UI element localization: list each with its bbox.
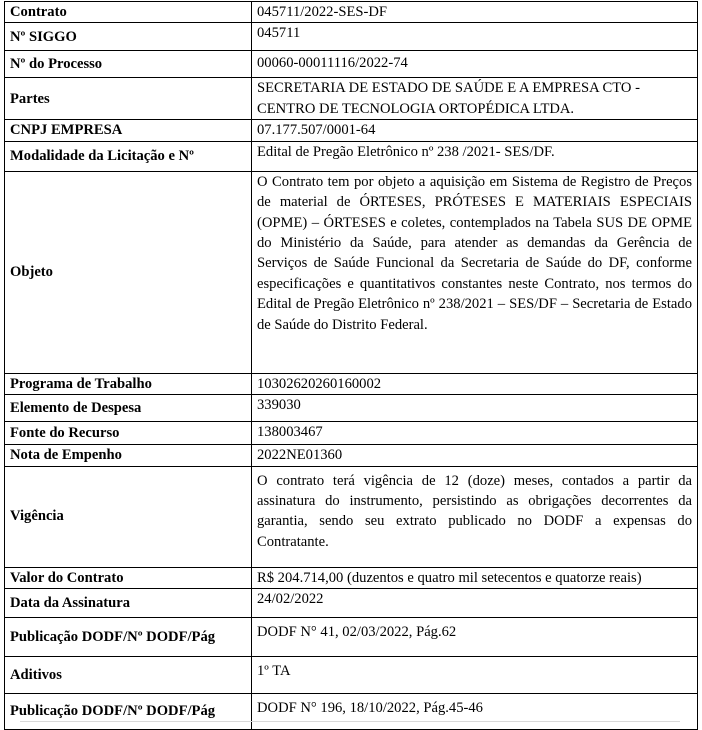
row-value-elemento: 339030 bbox=[252, 395, 698, 422]
table-row bbox=[5, 422, 698, 445]
table-row bbox=[5, 618, 698, 657]
table-row bbox=[5, 78, 698, 120]
table-row bbox=[5, 466, 698, 567]
table-row bbox=[5, 51, 698, 78]
row-label-contrato: Contrato bbox=[5, 2, 252, 23]
row-label-elemento: Elemento de Despesa bbox=[5, 395, 252, 422]
row-value-partes: SECRETARIA DE ESTADO DE SAÚDE E A EMPRESA CTO - CENTRO DE TECNOLOGIA ORTOPÉDICA LTDA. bbox=[252, 78, 698, 120]
row-value-aditivos: 1º TA bbox=[252, 657, 698, 694]
row-label-modalidade: Modalidade da Licitação e Nº bbox=[5, 141, 252, 171]
row-label-siggo: Nº SIGGO bbox=[5, 23, 252, 51]
row-label-partes: Partes bbox=[5, 78, 252, 120]
table-row bbox=[5, 23, 698, 51]
row-label-vigencia: Vigência bbox=[5, 466, 252, 567]
row-value-programa: 10302620260160002 bbox=[252, 373, 698, 394]
row-label-empenho: Nota de Empenho bbox=[5, 445, 252, 466]
table-row bbox=[5, 694, 698, 730]
row-value-fonte: 138003467 bbox=[252, 422, 698, 445]
row-value-processo: 00060-00011116/2022-74 bbox=[252, 51, 698, 78]
row-value-modalidade: Edital de Pregão Eletrônico nº 238 /2021- SES/DF. bbox=[252, 141, 698, 171]
row-label-publicacao-1: Publicação DODF/Nº DODF/Pág bbox=[5, 618, 252, 657]
row-value-data: 24/02/2022 bbox=[252, 589, 698, 618]
row-label-publicacao-2: Publicação DODF/Nº DODF/Pág bbox=[5, 694, 252, 730]
row-label-fonte: Fonte do Recurso bbox=[5, 422, 252, 445]
row-label-valor: Valor do Contrato bbox=[5, 567, 252, 588]
row-label-objeto: Objeto bbox=[5, 171, 252, 373]
table-row bbox=[5, 2, 698, 23]
row-value-empenho: 2022NE01360 bbox=[252, 445, 698, 466]
table-row bbox=[5, 395, 698, 422]
row-label-programa: Programa de Trabalho bbox=[5, 373, 252, 394]
row-value-publicacao-1: DODF N° 41, 02/03/2022, Pág.62 bbox=[252, 618, 698, 657]
row-value-contrato: 045711/2022-SES-DF bbox=[252, 2, 698, 23]
row-value-valor: R$ 204.714,00 (duzentos e quatro mil setecentos e quatorze reais) bbox=[252, 567, 698, 588]
table-row bbox=[5, 657, 698, 694]
table-row bbox=[5, 589, 698, 618]
row-value-cnpj: 07.177.507/0001-64 bbox=[252, 120, 698, 141]
row-label-processo: Nº do Processo bbox=[5, 51, 252, 78]
table-row bbox=[5, 120, 698, 141]
table-row bbox=[5, 171, 698, 373]
row-label-aditivos: Aditivos bbox=[5, 657, 252, 694]
page-bottom-divider bbox=[20, 721, 680, 722]
row-value-publicacao-2: DODF N° 196, 18/10/2022, Pág.45-46 bbox=[252, 694, 698, 730]
table-row bbox=[5, 373, 698, 394]
table-row bbox=[5, 141, 698, 171]
row-value-vigencia: O contrato terá vigência de 12 (doze) meses, contados a partir da assinatura do instrumento, persistindo as obrigações decorrentes da garantia, sendo seu extrato publicado no DODF a expensas do Contratante. bbox=[252, 466, 698, 567]
row-value-objeto: O Contrato tem por objeto a aquisição em Sistema de Registro de Preços de material de ÓRTESES, PRÓTESES E MATERIAIS ESPECIAIS (OPME) – ÓRTESES e coletes, contemplados na Tabela SUS DE OPME do Ministério da Saúde, para atender as demandas da Gerência de Serviços de Saúde Funcional da Secretaria de Saúde do DF, conforme especificações e quantitativos constantes neste Contrato, nos termos do Edital de Pregão Eletrônico nº 238/2021 – SES/DF – Secretaria de Estado de Saúde do Distrito Federal. bbox=[252, 171, 698, 373]
row-label-data: Data da Assinatura bbox=[5, 589, 252, 618]
row-label-cnpj: CNPJ EMPRESA bbox=[5, 120, 252, 141]
table-row bbox=[5, 445, 698, 466]
table-row bbox=[5, 567, 698, 588]
contract-summary-table bbox=[4, 1, 698, 730]
row-value-siggo: 045711 bbox=[252, 23, 698, 51]
